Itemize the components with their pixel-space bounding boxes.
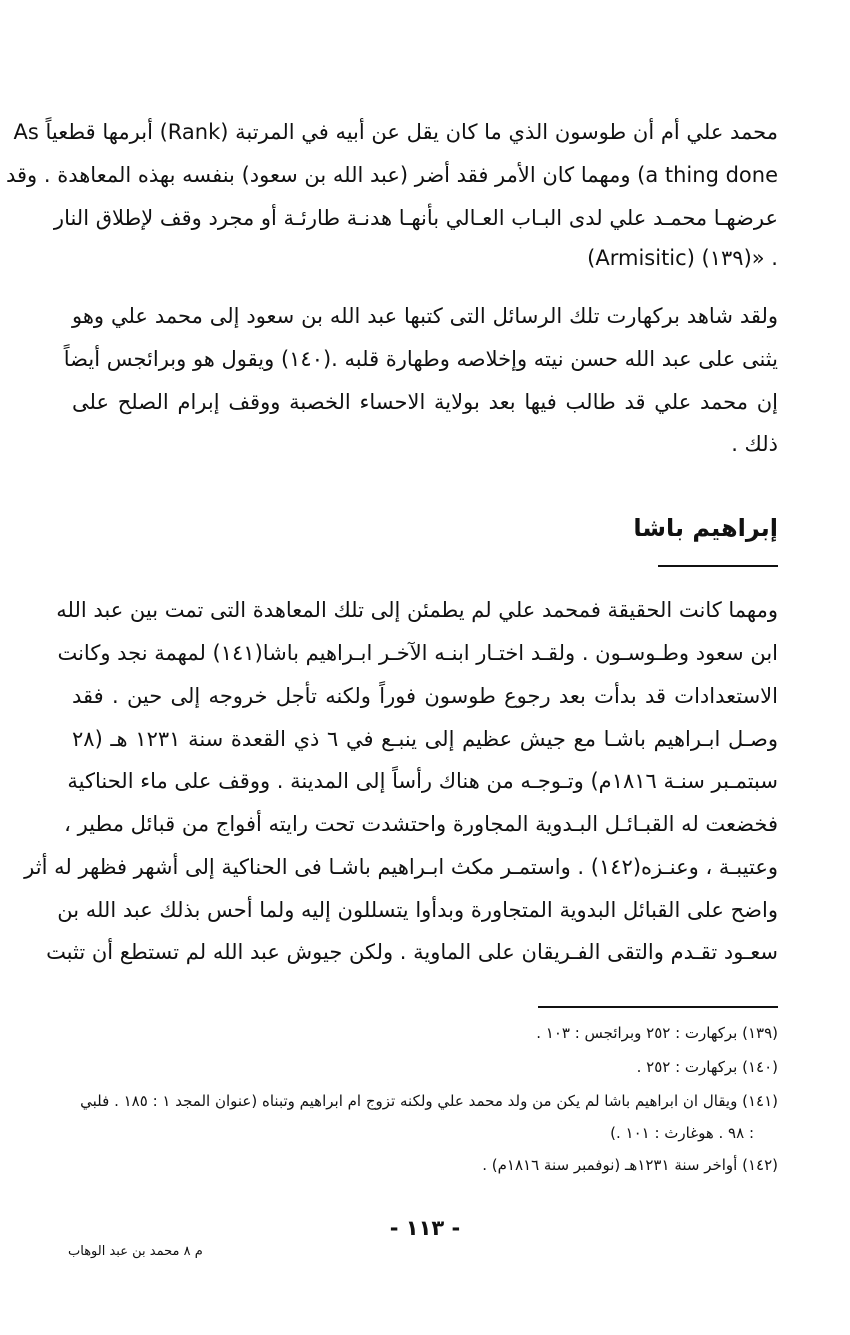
paragraph-2-line-2: يثنى على عبد الله حسن نيته وإخلاصه وطهارة قلبه .(١٤٠) ويقول هو وبرائجس أيضاً bbox=[63, 347, 778, 371]
paragraph-3-line-2: ابن سعود وطـوسـون . ولقـد اختـار ابنـه الآخـر ابـراهيم باشا(١٤١) لمهمة نجد وكانت bbox=[57, 641, 778, 665]
signature-mark: م ٨ محمد بن عبد الوهاب bbox=[68, 1244, 203, 1259]
paragraph-3-line-6: فخضعت له القبـائـل البـدوية المجاورة واحتشدت تحت رايته أفواج من قبائل مطير ، bbox=[64, 812, 778, 836]
page-number: - ١١٣ - bbox=[389, 1216, 461, 1240]
footnote-140: (١٤٠) بركهارت : ٢٥٢ . bbox=[636, 1058, 778, 1076]
footnote-141: (١٤١) ويقال ان ابراهيم باشا لم يكن من ولد محمد علي ولكنه تزوج ام ابراهيم وتبناه (عنوان المجد ١ : ١٨٥ . فلبي bbox=[80, 1092, 778, 1110]
footnote-139: (١٣٩) بركهارت : ٢٥٢ وبرائجس : ١٠٣ . bbox=[536, 1024, 778, 1042]
paragraph-3-line-1: ومهما كانت الحقيقة فمحمد علي لم يطمئن إلى تلك المعاهدة التى تمت بين عبد الله bbox=[56, 598, 778, 622]
paragraph-2-line-1: ولقد شاهد بركهارت تلك الرسائل التى كتبها عبد الله بن سعود إلى محمد علي وهو bbox=[72, 304, 778, 328]
paragraph-3-line-3: الاستعدادات قد بدأت بعد رجوع طوسون فوراً ولكنه تأجل خروجه إلى حين . فقد bbox=[72, 684, 778, 708]
paragraph-1-line-3: عرضهـا محمـد علي لدى البـاب العـالي بأنهـا هدنـة طارئـة أو مجرد وقف لإطلاق النار bbox=[53, 206, 778, 230]
paragraph-3-line-4: وصـل ابـراهيم باشـا مع جيش عظيم إلى ينبـع في ٦ ذي القعدة سنة ١٢٣١ هـ (٢٨ bbox=[72, 727, 778, 751]
footnote-142: (١٤٢) أواخر سنة ١٢٣١هـ (نوفمبر سنة ١٨١٦م) . bbox=[482, 1156, 778, 1174]
paragraph-3-line-5: سبتمـبر سنـة ١٨١٦م) وتـوجـه من هناك رأساً إلى المدينة . ووقف على ماء الحناكية bbox=[67, 769, 778, 793]
paragraph-1-line-4: . «(١٣٩) (Armisitic) bbox=[587, 246, 778, 270]
paragraph-3-line-9: سعـود تقـدم والتقى الفـريقان على الماوية . ولكن جيوش عبد الله لم تستطع أن تثبت bbox=[46, 940, 778, 964]
footnote-141-continuation: : ٩٨ . هوغارث : ١٠١ .) bbox=[610, 1124, 754, 1142]
section-heading: إبراهيم باشا bbox=[633, 514, 778, 542]
paragraph-3-line-7: وعتيبـة ، وعنـزه(١٤٢) . واستمـر مكث ابـراهيم باشـا فى الحناكية إلى أشهر فظهر له أثر bbox=[24, 855, 778, 879]
paragraph-2-line-4: ذلك . bbox=[731, 432, 778, 456]
paragraph-1-line-1: محمد علي أم أن طوسون الذي ما كان يقل عن أبيه في المرتبة (Rank) أبرمها قطعياً As bbox=[13, 120, 778, 144]
heading-underline bbox=[658, 565, 778, 567]
paragraph-3-line-8: واضح على القبائل البدوية المتجاورة وبدأوا يتسللون إليه ولما أحس بذلك عبد الله بن bbox=[57, 898, 778, 922]
paragraph-2-line-3: إن محمد علي قد طالب فيها بعد بولاية الاحساء الخصبة ووقف إبرام الصلح على bbox=[72, 390, 778, 414]
footnote-separator bbox=[538, 1006, 778, 1008]
paragraph-1-line-2: a thing done) ومهما كان الأمر فقد أضر (عبد الله بن سعود) بنفسه بهذه المعاهدة . وقد bbox=[5, 163, 778, 187]
